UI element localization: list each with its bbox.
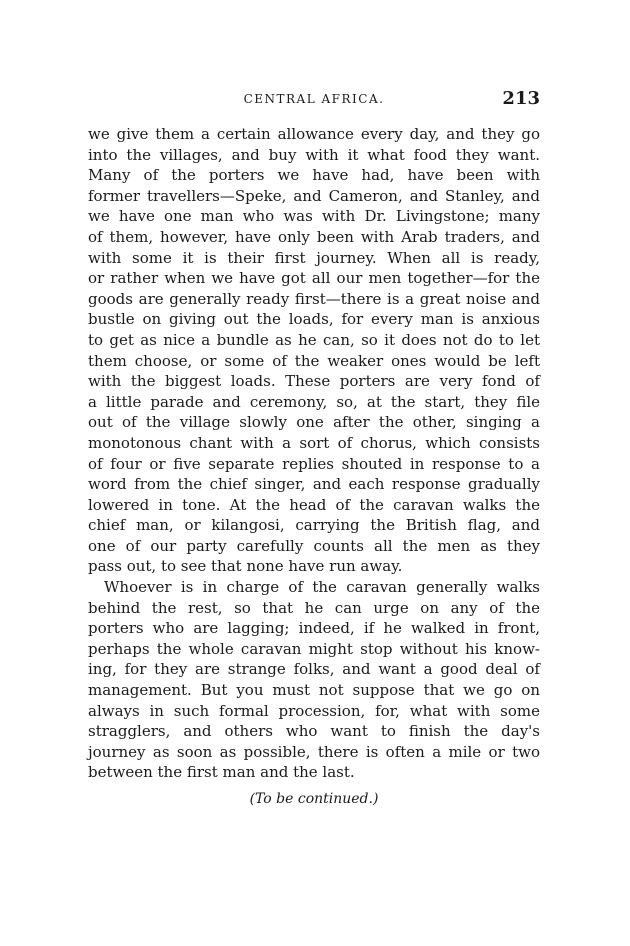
text-line: to get as nice a bundle as he can, so it does not do to let <box>88 330 540 349</box>
text-line: of them, however, have only been with Arab traders, and <box>88 227 540 246</box>
page-number: 213 <box>502 88 540 109</box>
text-line: between the first man and the last. <box>88 763 355 782</box>
text-line: stragglers, and others who want to finish the day's <box>88 722 540 741</box>
text-line: Many of the porters we have had, have been with <box>88 166 540 185</box>
to-be-continued-note: (To be continued.) <box>249 791 379 807</box>
text-line: into the villages, and buy with it what food they want. <box>88 145 540 164</box>
text-line: or rather when we have got all our men together—for the <box>88 269 540 288</box>
text-line: former travellers—Speke, and Cameron, and Stanley, and <box>88 186 540 205</box>
text-line: monotonous chant with a sort of chorus, which consists <box>88 433 540 452</box>
running-head <box>88 88 540 116</box>
text-line: lowered in tone. At the head of the caravan walks the <box>88 495 540 514</box>
text-line: bustle on giving out the loads, for every man is anxious <box>88 310 540 329</box>
text-line: them choose, or some of the weaker ones would be left <box>88 351 540 370</box>
text-line: a little parade and ceremony, so, at the start, they file <box>88 392 540 411</box>
body-text <box>88 124 540 783</box>
text-line: we have one man who was with Dr. Livingstone; many <box>88 207 540 226</box>
text-line: Whoever is in charge of the caravan generally walks <box>104 578 540 597</box>
text-line: porters who are lagging; indeed, if he walked in front, <box>88 619 540 638</box>
text-line: behind the rest, so that he can urge on any of the <box>88 598 540 617</box>
text-line: always in such formal procession, for, what with some <box>88 701 540 720</box>
text-line: with some it is their first journey. When all is ready, <box>88 248 540 267</box>
text-line: chief man, or kilangosi, carrying the British flag, and <box>88 516 540 535</box>
text-line: one of our party carefully counts all the men as they <box>88 536 540 555</box>
running-title: CENTRAL AFRICA. <box>243 92 385 106</box>
text-line: ing, for they are strange folks, and want a good deal of <box>88 660 540 679</box>
paragraph-1 <box>88 124 540 577</box>
paragraph-2 <box>88 577 540 783</box>
text-line: goods are generally ready first—there is a great noise and <box>88 289 540 308</box>
text-line: management. But you must not suppose that we go on <box>88 681 540 700</box>
text-line: pass out, to see that none have run away. <box>88 557 403 576</box>
text-line: we give them a certain allowance every day, and they go <box>88 125 540 143</box>
text-line: out of the village slowly one after the other, singing a <box>88 413 540 432</box>
text-line: with the biggest loads. These porters are very fond of <box>88 372 540 391</box>
text-line: of four or five separate replies shouted in response to a <box>88 454 540 473</box>
text-line: word from the chief singer, and each response gradually <box>88 475 540 494</box>
text-line: perhaps the whole caravan might stop without his know- <box>88 639 540 658</box>
book-page <box>88 88 540 809</box>
text-line: journey as soon as possible, there is often a mile or two <box>88 742 540 761</box>
